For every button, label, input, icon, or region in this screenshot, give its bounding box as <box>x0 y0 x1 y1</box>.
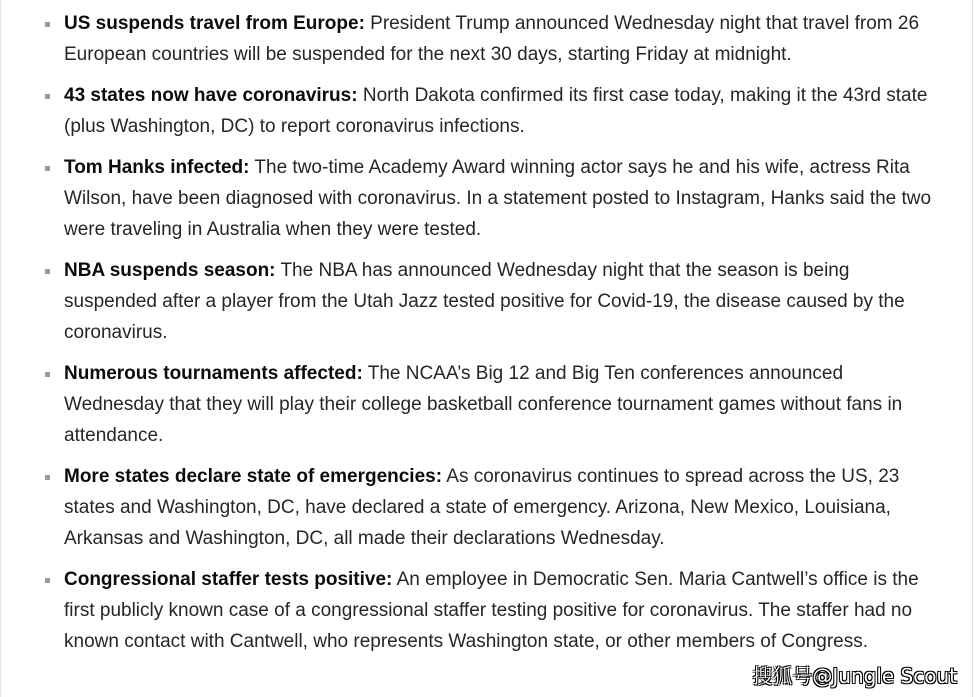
item-body: North Dakota confirmed its first case today, making it the 43rd state (plus Washington, DC) to report coronavirus infections. <box>64 85 928 137</box>
list-item <box>1 152 972 245</box>
item-heading: NBA suspends season: <box>64 260 276 281</box>
item-body: An employee in Democratic Sen. Maria Cantwell’s office is the first publicly known case of a congressional staffer testing positive for coronavirus. The staffer had no known contact with Cantwell, who represents Washington state, or other members of Congress. <box>64 569 919 652</box>
bullet-icon <box>45 475 50 480</box>
bullet-icon <box>45 22 50 27</box>
item-body: The two-time Academy Award winning actor says he and his wife, actress Rita Wilson, have been diagnosed with coronavirus. In a statement posted to Instagram, Hanks said the two were traveling in Australia when they were tested. <box>64 157 932 240</box>
item-heading: Numerous tournaments affected: <box>64 363 363 384</box>
item-heading: Tom Hanks infected: <box>64 157 250 178</box>
item-heading: 43 states now have coronavirus: <box>64 85 358 106</box>
list-item <box>1 358 972 451</box>
bullet-icon <box>45 372 50 377</box>
item-heading: More states declare state of emergencies: <box>64 466 443 487</box>
list-item <box>1 80 972 142</box>
list-item <box>1 8 972 70</box>
list-item <box>1 255 972 348</box>
list-item <box>1 564 972 657</box>
bullet-icon <box>45 166 50 171</box>
item-body: The NBA has announced Wednesday night that the season is being suspended after a player from the Utah Jazz tested positive for Covid-19, the disease caused by the coronavirus. <box>64 260 905 343</box>
list-item <box>1 461 972 554</box>
item-heading: US suspends travel from Europe: <box>64 13 365 34</box>
bullet-icon <box>45 269 50 274</box>
bullet-icon <box>45 94 50 99</box>
item-body: As coronavirus continues to spread across the US, 23 states and Washington, DC, have declared a state of emergency. Arizona, New Mexico, Louisiana, Arkansas and Washington, DC, all made their declarations Wednesday. <box>64 466 900 549</box>
item-body: President Trump announced Wednesday night that travel from 26 European countries will be suspended for the next 30 days, starting Friday at midnight. <box>64 13 920 65</box>
source-watermark: 搜狐号@Jungle Scout <box>752 664 957 688</box>
item-body: The NCAA’s Big 12 and Big Ten conferences announced Wednesday that they will play their college basketball conference tournament games without fans in attendance. <box>64 363 903 446</box>
item-heading: Congressional staffer tests positive: <box>64 569 393 590</box>
bullet-icon <box>45 578 50 583</box>
news-bullet-list <box>1 0 972 657</box>
